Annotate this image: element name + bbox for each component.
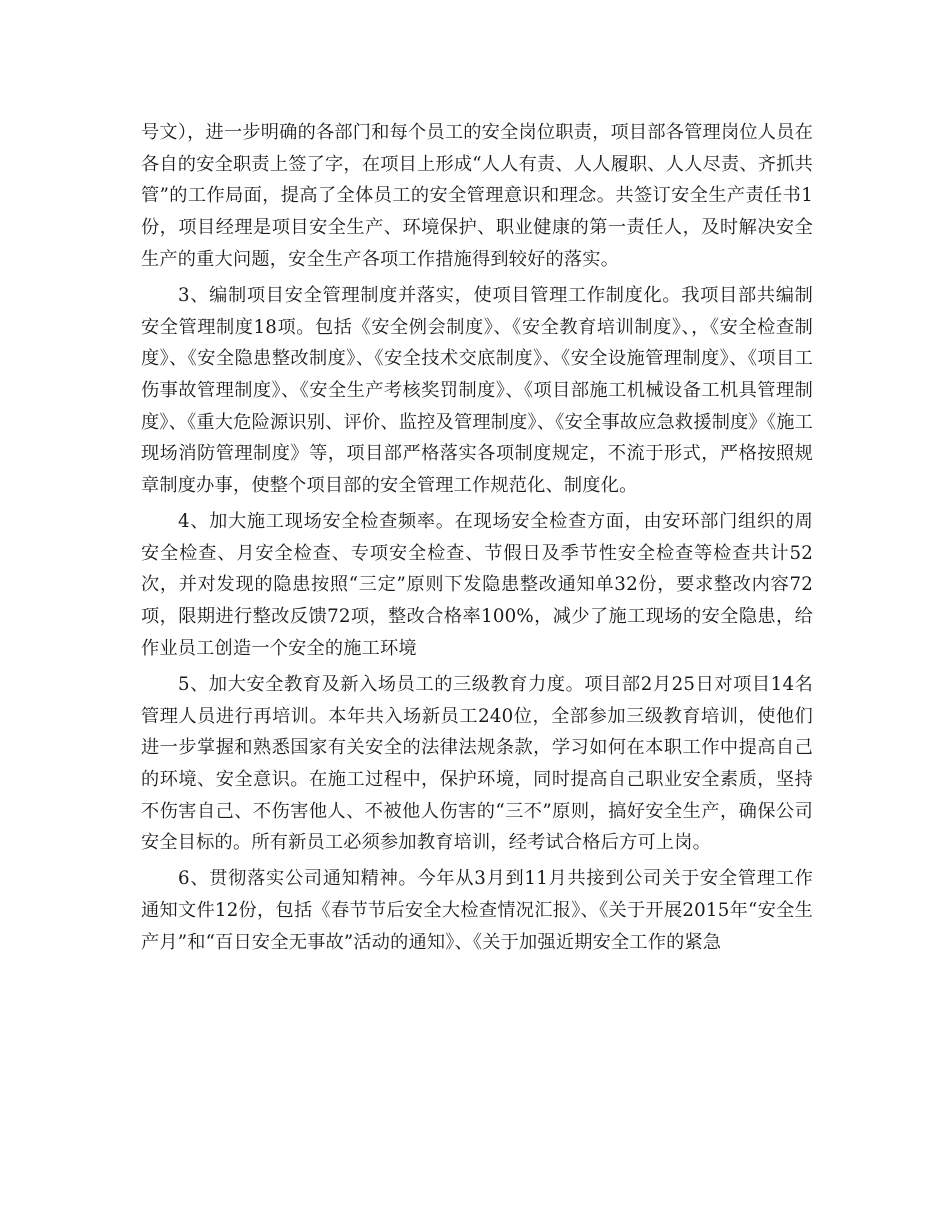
paragraph-responsibility: 号文），进一步明确的各部门和每个员工的安全岗位职责，项目部各管理岗位人员在各自的安全职责上签了字，在项目上形成“人人有责、人人履职、人人尽责、齐抓共管”的工作局面，提高了全体员工的安全管理意识和理念。共签订安全生产责任书1份，项目经理是项目安全生产、环境保护、职业健康的第一责任人，及时解决安全生产的重大问题，安全生产各项工作措施得到较好的落实。	[141, 122, 813, 270]
paragraph-safety-education: 5、加大安全教育及新入场员工的三级教育力度。项目部2月25日对项目14名管理人员进行再培训。本年共入场新员工240位，全部参加三级教育培训，使他们进一步掌握和熟悉国家有关安全的法律法规条款，学习如何在本职工作中提高自己的环境、安全意识。在施工过程中，保护环境，同时提高自己职业安全素质，坚持不伤害自己、不伤害他人、不被他人伤害的“三不”原则，搞好安全生产，确保公司安全目标的。所有新员工必须参加教育培训，经考试合格后方可上岗。	[141, 673, 813, 854]
document-body	[141, 117, 813, 963]
paragraph-company-notices: 6、贯彻落实公司通知精神。今年从3月到11月共接到公司关于安全管理工作通知文件12份，包括《春节节后安全大检查情况汇报》、《关于开展2015年“安全生产月”和“百日安全无事故”活动的通知》、《关于加强近期安全工作的紧急	[141, 868, 813, 953]
paragraph-site-inspection: 4、加大施工现场安全检查频率。在现场安全检查方面，由安环部门组织的周安全检查、月安全检查、专项安全检查、节假日及季节性安全检查等检查共计52次，并对发现的隐患按照“三定”原则下发隐患整改通知单32份，要求整改内容72项，限期进行整改反馈72项，整改合格率100%，减少了施工现场的安全隐患，给作业员工创造一个安全的施工环境	[141, 511, 813, 659]
paragraph-safety-management-system: 3、编制项目安全管理制度并落实，使项目管理工作制度化。我项目部共编制安全管理制度18项。包括《安全例会制度》、《安全教育培训制度》、，《安全检查制度》、《安全隐患整改制度》、《安全技术交底制度》、《安全设施管理制度》、《项目工伤事故管理制度》、《安全生产考核奖罚制度》、《项目部施工机械设备工机具管理制度》、《重大危险源识别、评价、监控及管理制度》、《安全事故应急救援制度》《施工现场消防管理制度》等，项目部严格落实各项制度规定，不流于形式，严格按照规章制度办事，使整个项目部的安全管理工作规范化、制度化。	[141, 284, 813, 497]
